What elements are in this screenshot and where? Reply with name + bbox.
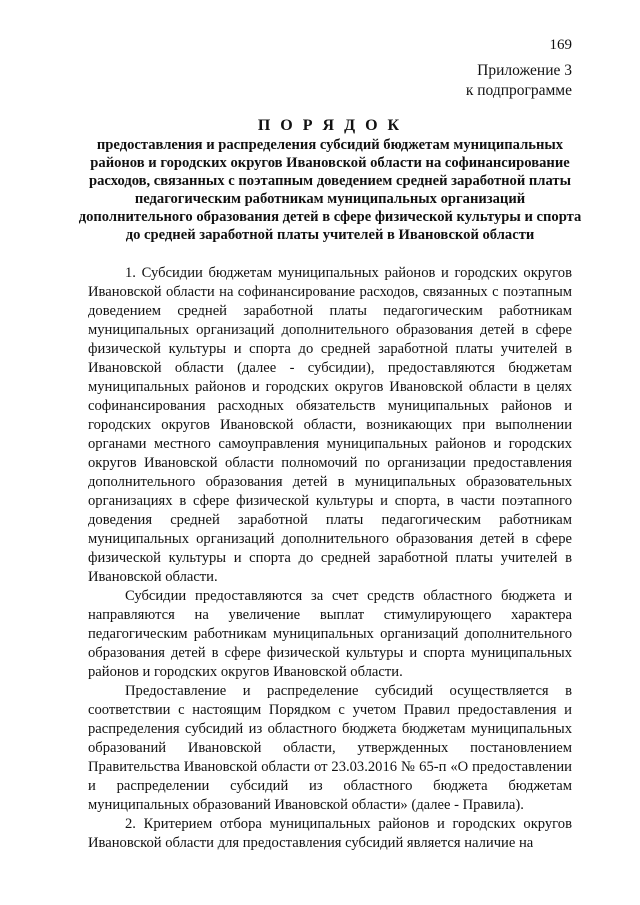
paragraph-2: Субсидии предоставляются за счет средств областного бюджета и направляются на увеличение выплат стимулирующего характера педагогическим работникам муниципальных организаций дополнительного образования детей в сфере физической культуры и спорта муниципальных районов и городских округов Ивановской области. <box>88 588 572 680</box>
document-body <box>88 264 572 853</box>
attachment-note <box>466 61 572 101</box>
document-title: П О Р Я Д О К <box>257 117 403 134</box>
paragraph-1: 1. Субсидии бюджетам муниципальных районов и городских округов Ивановской области на софинансирование расходов, связанных с поэтапным доведением средней заработной платы педагогическим работникам муниципальных организаций дополнительного образования детей в сфере физической культуры и спорта до средней заработной платы учителей в Ивановской области (далее - субсидии), предоставляются бюджетам муниципальных районов и городских округов Ивановской области в целях софинансирования расходных обязательств муниципальных районов и городских округов Ивановской области, возникающих при выполнении органами местного самоуправления муниципальных районов и городских округов Ивановской области полномочий по организации предоставления дополнительного образования детей в муниципальных образовательных организациях в сфере физической культуры и спорта, в части поэтапного доведения средней заработной платы педагогическим работникам муниципальных организаций дополнительного образования детей в сфере физической культуры и спорта до средней заработной платы учителей в Ивановской области. <box>88 265 572 585</box>
page-number: 169 <box>549 37 572 53</box>
attachment-line-1: Приложение 3 <box>477 62 572 79</box>
document-subtitle: предоставления и распределения субсидий бюджетам муниципальных районов и городских округов Ивановской области на софинансирование расходов, связанных с поэтапным доведением средней заработной платы педагогическим работникам муниципальных организаций дополнительного образования детей в сфере физической культуры и спорта до средней заработной платы учителей в Ивановской области <box>78 137 582 243</box>
paragraph-3: Предоставление и распределение субсидий осуществляется в соответствии с настоящим Порядком с учетом Правил предоставления и распределения субсидий из областного бюджета бюджетам муниципальных образований Ивановской области, утвержденных постановлением Правительства Ивановской области от 23.03.2016 № 65-п «О предоставлении и распределении субсидий из областного бюджета бюджетам муниципальных образований Ивановской области» (далее - Правила). <box>88 683 572 813</box>
attachment-line-2: к подпрограмме <box>465 82 572 99</box>
paragraph-4: 2. Критерием отбора муниципальных районов и городских округов Ивановской области для предоставления субсидий является наличие на <box>88 816 572 851</box>
